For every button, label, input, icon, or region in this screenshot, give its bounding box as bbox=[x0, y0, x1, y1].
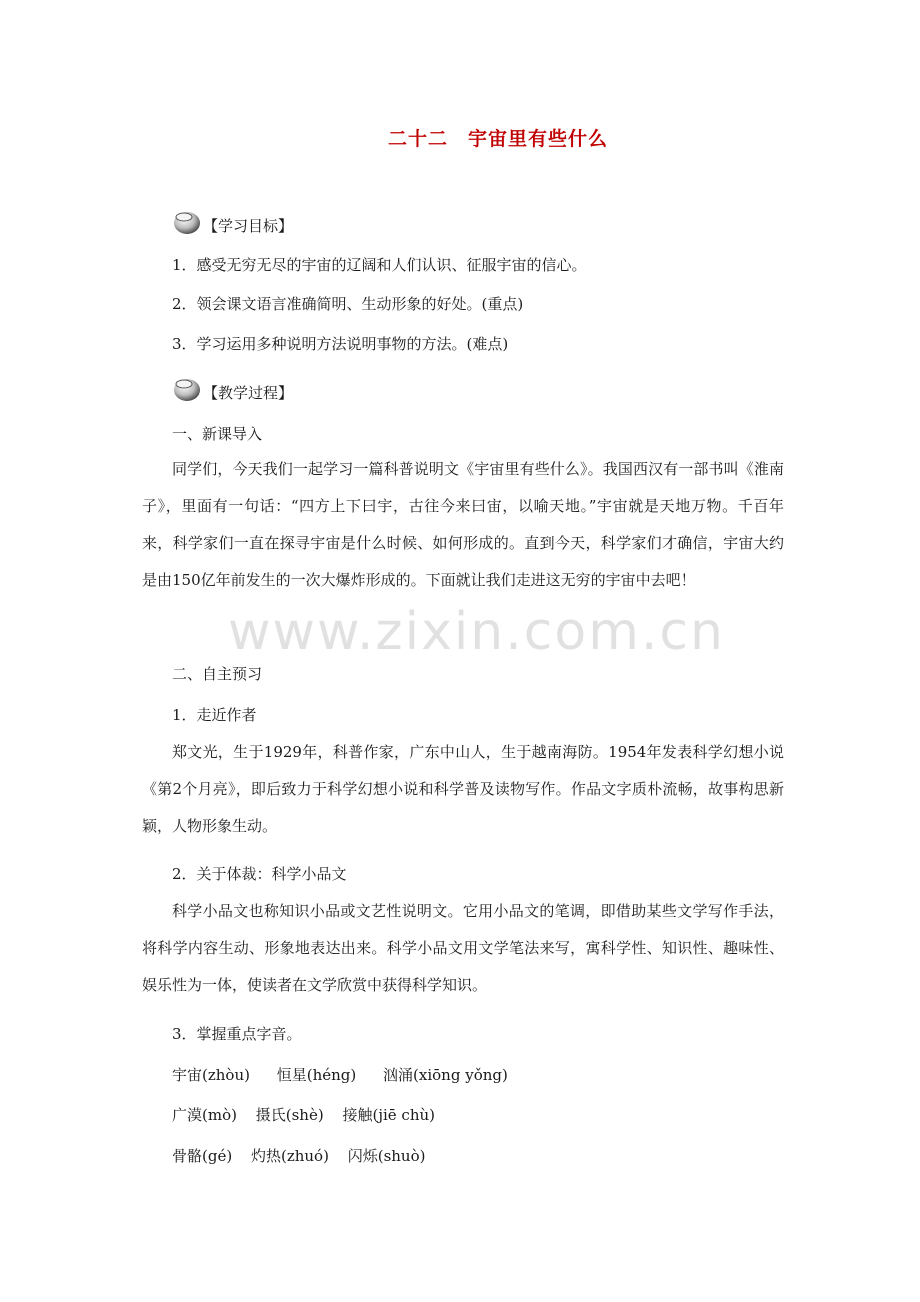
pronunciation-row bbox=[172, 1104, 457, 1126]
goal-item-3: 3．学习运用多种说明方法说明事物的方法。(难点) bbox=[172, 335, 509, 353]
pronunciation-item: 接触(jiē chù) bbox=[342, 1106, 436, 1124]
pronunciation-item: 摄氏(shè) bbox=[255, 1106, 324, 1124]
pronunciation-item: 恒星(héng) bbox=[276, 1066, 357, 1084]
goals-heading: 【学习目标】 bbox=[203, 217, 294, 235]
genre-paragraph: 科学小品文也称知识小品或文艺性说明文。它用小品文的笔调，即借助某些文学写作手法，将科学内容生动、形象地表达出来。科学小品文用文学笔法来写，寓科学性、知识性、趣味性、娱乐性为一体，使读者在文学欣赏中获得科学知识。 bbox=[142, 902, 784, 994]
disc-bullet-icon bbox=[172, 206, 202, 236]
pronunciation-row bbox=[172, 1145, 447, 1167]
pronunciation-row bbox=[172, 1064, 530, 1086]
goal-item-2: 2．领会课文语言准确简明、生动形象的好处。(重点) bbox=[172, 295, 524, 313]
process-heading: 【教学过程】 bbox=[203, 384, 294, 402]
disc-bullet-icon bbox=[172, 373, 202, 403]
goals-heading-row bbox=[172, 202, 293, 236]
author-paragraph: 郑文光，生于1929年，科普作家，广东中山人，生于越南海防。1954年发表科学幻想小说《第2个月亮》，即后致力于科学幻想小说和科学普及读物写作。作品文字质朴流畅，故事构思新颖，人物形象生动。 bbox=[142, 743, 784, 835]
goal-item-1: 1．感受无穷无尽的宇宙的辽阔和人们认识、征服宇宙的信心。 bbox=[172, 256, 587, 274]
pronunciation-item: 汹涌(xiōng yǒng) bbox=[383, 1066, 508, 1084]
pronunciation-item: 闪烁(shuò) bbox=[347, 1147, 426, 1165]
author-title: 1．走近作者 bbox=[172, 706, 257, 724]
pronunciation-item: 灼热(zhuó) bbox=[250, 1147, 329, 1165]
section-title-intro: 一、新课导入 bbox=[172, 425, 263, 443]
intro-paragraph: 同学们，今天我们一起学习一篇科普说明文《宇宙里有些什么》。我国西汉有一部书叫《淮南子》，里面有一句话：“四方上下曰宇，古往今来曰宙，以喻天地。”宇宙就是天地万物。千百年来，科学家们一直在探寻宇宙是什么时候、如何形成的。直到今天，科学家们才确信，宇宙大约是由150亿年前发生的一次大爆炸形成的。下面就让我们走进这无穷的宇宙中去吧！ bbox=[142, 460, 784, 589]
process-heading-row bbox=[172, 369, 293, 403]
pronunciation-item: 骨骼(gé) bbox=[172, 1147, 233, 1165]
watermark: www.zixin.com.cn bbox=[228, 602, 725, 662]
section-title-preview: 二、自主预习 bbox=[172, 665, 263, 683]
genre-title: 2．关于体裁：科学小品文 bbox=[172, 865, 347, 883]
pronunciation-title: 3．掌握重点字音。 bbox=[172, 1025, 302, 1043]
pronunciation-item: 广漠(mò) bbox=[172, 1106, 237, 1124]
pronunciation-item: 宇宙(zhòu) bbox=[172, 1066, 250, 1084]
page-title: 二十二 宇宙里有些什么 bbox=[387, 128, 608, 150]
